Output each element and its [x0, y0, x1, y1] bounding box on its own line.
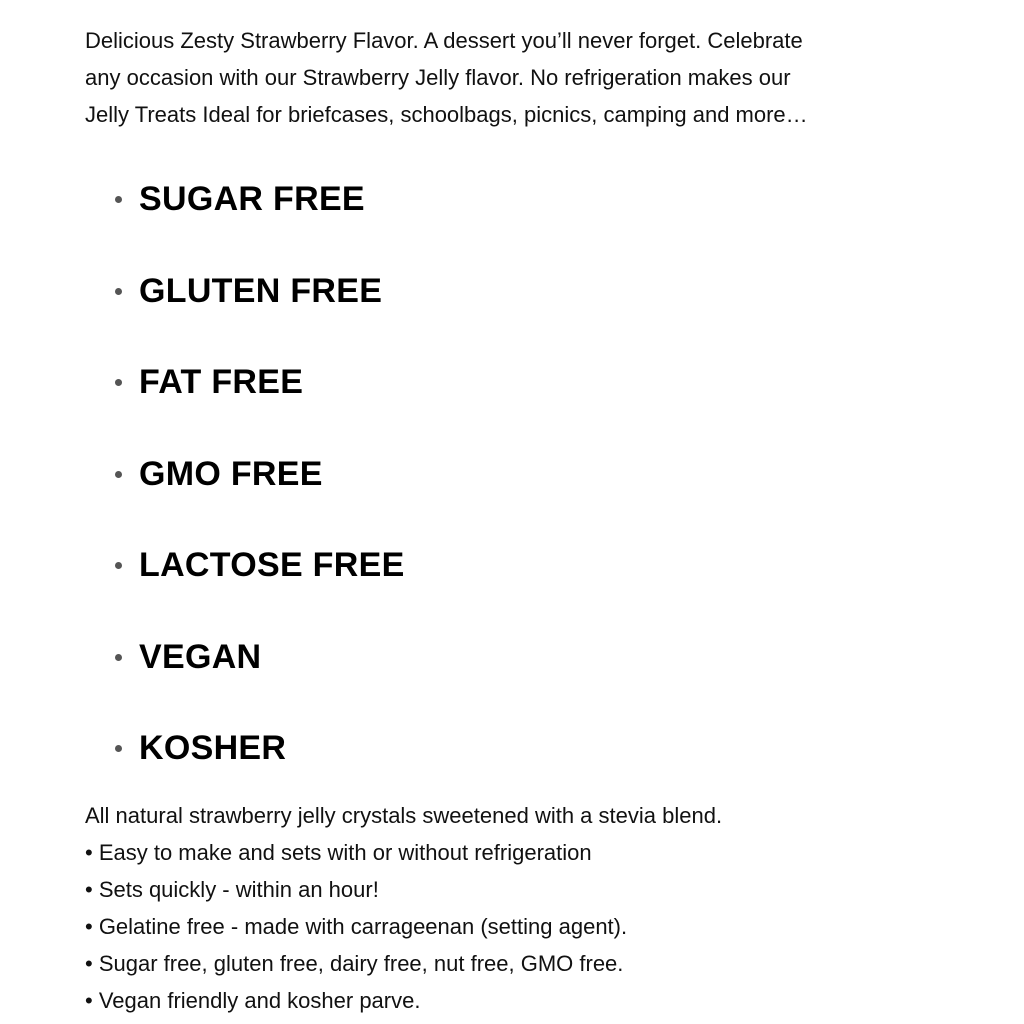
bullet-icon	[115, 196, 122, 203]
feature-label: GMO FREE	[139, 454, 323, 493]
details-heading: All natural strawberry jelly crystals sweetened with a stevia blend.	[85, 802, 723, 828]
feature-list	[85, 154, 965, 795]
feature-label: VEGAN	[139, 637, 262, 676]
feature-label: SUGAR FREE	[139, 180, 365, 218]
intro-line: Delicious Zesty Strawberry Flavor. A dessert you’ll never forget. Celebrate	[85, 28, 803, 53]
feature-item	[85, 246, 965, 338]
feature-item	[85, 520, 965, 612]
details-item: • Easy to make and sets with or without refrigeration	[85, 839, 592, 865]
bullet-icon	[115, 379, 122, 386]
intro-paragraph	[85, 22, 965, 133]
intro-line: Jelly Treats Ideal for briefcases, schoolbags, picnics, camping and more…	[85, 102, 808, 127]
feature-label: LACTOSE FREE	[139, 546, 405, 584]
feature-label: GLUTEN FREE	[139, 271, 383, 310]
bullet-icon	[115, 471, 122, 478]
details-item: • Vegan friendly and kosher parve.	[85, 987, 421, 1013]
feature-label: KOSHER	[139, 729, 287, 767]
feature-item	[85, 337, 965, 429]
details-item: • Sugar free, gluten free, dairy free, nut free, GMO free.	[85, 950, 624, 976]
details-item: • Gelatine free - made with carrageenan (setting agent).	[85, 913, 628, 939]
details-section	[85, 797, 965, 1019]
feature-item	[85, 703, 965, 795]
bullet-icon	[115, 562, 122, 569]
details-item: • Sets quickly - within an hour!	[85, 876, 379, 902]
intro-line: any occasion with our Strawberry Jelly flavor. No refrigeration makes our	[85, 65, 791, 90]
feature-item	[85, 429, 965, 521]
bullet-icon	[115, 745, 122, 752]
feature-item	[85, 154, 965, 246]
feature-item	[85, 612, 965, 704]
bullet-icon	[115, 288, 122, 295]
feature-label: FAT FREE	[139, 363, 304, 401]
bullet-icon	[115, 654, 122, 661]
